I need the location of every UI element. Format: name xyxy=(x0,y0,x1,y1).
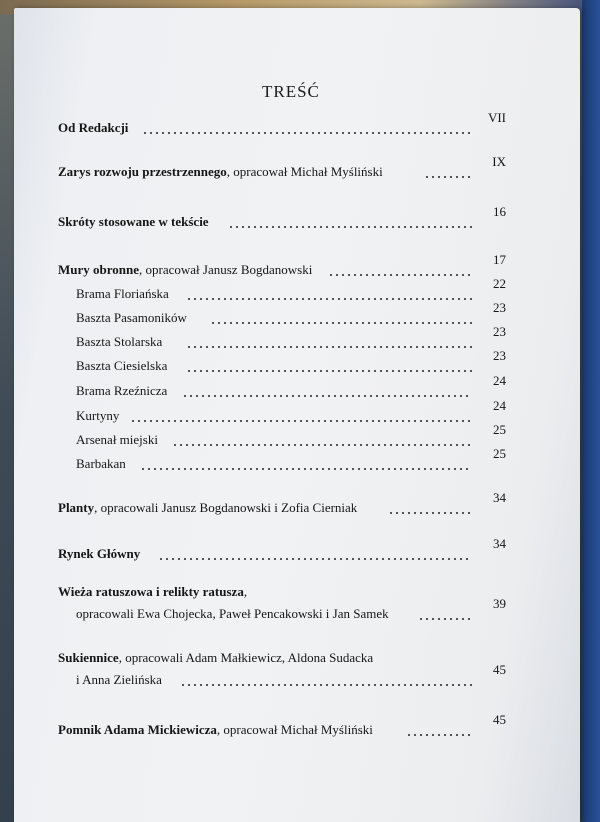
toc-entry xyxy=(14,154,580,184)
toc-page-number: 16 xyxy=(493,204,506,219)
toc-page-number: 23 xyxy=(493,348,506,363)
toc-entry-title: Planty, opracowali Janusz Bogdanowski i Zofia Cierniak xyxy=(58,500,358,515)
toc-page-number: IX xyxy=(492,154,506,169)
toc-entry xyxy=(14,490,580,520)
page-title: TREŚĆ xyxy=(262,82,320,101)
toc-page-number: 25 xyxy=(493,446,506,461)
toc-entry-title: Mury obronne, opracował Janusz Bogdanowski xyxy=(58,262,313,277)
leader-dots xyxy=(186,370,472,372)
toc-entry-title: Od Redakcji xyxy=(58,120,129,135)
leader-dots xyxy=(328,274,472,276)
leader-dots xyxy=(182,395,472,397)
toc-entry-title: Baszta Pasamoników xyxy=(76,310,187,325)
toc-entry xyxy=(14,110,580,140)
leader-dots xyxy=(158,558,472,560)
toc-entry xyxy=(14,712,580,742)
leader-dots xyxy=(186,346,472,348)
leader-dots xyxy=(210,322,472,324)
book-page xyxy=(14,8,580,822)
toc-entry-title: Baszta Ciesielska xyxy=(76,358,168,373)
leader-dots xyxy=(406,734,472,736)
leader-dots xyxy=(228,226,472,228)
toc-entry-title: Pomnik Adama Mickiewicza, opracował Michał Myśliński xyxy=(58,722,373,737)
toc-entry-title: Arsenał miejski xyxy=(76,432,158,447)
toc-page-number: 45 xyxy=(493,662,506,677)
toc-page-number: 34 xyxy=(493,490,506,505)
toc-page-number: 23 xyxy=(493,300,506,315)
toc-entry xyxy=(14,536,580,566)
leader-dots xyxy=(140,468,472,470)
toc-page-number: 24 xyxy=(493,373,506,388)
book-cover-edge xyxy=(582,0,600,822)
toc-entry-title: Rynek Główny xyxy=(58,546,141,561)
toc-entry-title: Kurtyny xyxy=(76,408,120,423)
toc-entry-continuation xyxy=(14,596,580,626)
toc-entry-title: Skróty stosowane w tekście xyxy=(58,214,209,229)
toc-entry-title: Baszta Stolarska xyxy=(76,334,163,349)
toc-subentry xyxy=(14,446,580,476)
leader-dots xyxy=(424,176,472,178)
toc-page-number: 25 xyxy=(493,422,506,437)
leader-dots xyxy=(186,298,472,300)
leader-dots xyxy=(130,420,472,422)
leader-dots xyxy=(142,132,472,134)
toc-page-number: 34 xyxy=(493,536,506,551)
toc-page-number: 22 xyxy=(493,276,506,291)
toc-entry-title: Sukiennice, opracowali Adam Małkiewicz, Aldona Sudacka xyxy=(58,650,374,665)
toc-page-number: VII xyxy=(487,110,506,125)
toc-entry-title: Brama Floriańska xyxy=(76,286,169,301)
toc-page-number: 39 xyxy=(493,596,506,611)
leader-dots xyxy=(172,444,472,446)
toc-page-number: 17 xyxy=(493,252,506,267)
leader-dots xyxy=(388,512,472,514)
toc-entry-byline: opracowali Ewa Chojecka, Paweł Pencakowski i Jan Samek xyxy=(76,606,389,621)
toc-entry-title: Zarys rozwoju przestrzennego, opracował Michał Myśliński xyxy=(58,164,383,179)
toc-page-number: 24 xyxy=(493,398,506,413)
toc-page-number: 23 xyxy=(493,324,506,339)
toc-entry xyxy=(14,204,580,234)
toc-page-number: 45 xyxy=(493,712,506,727)
leader-dots xyxy=(418,618,472,620)
toc-entry-title: Wieża ratuszowa i relikty ratusza, xyxy=(58,584,248,599)
leader-dots xyxy=(180,684,472,686)
toc-entry-continuation xyxy=(14,662,580,692)
toc-entry-title: Barbakan xyxy=(76,456,126,471)
toc-entry-title: Brama Rzeźnicza xyxy=(76,383,168,398)
toc-entry-byline: i Anna Zielińska xyxy=(76,672,162,687)
